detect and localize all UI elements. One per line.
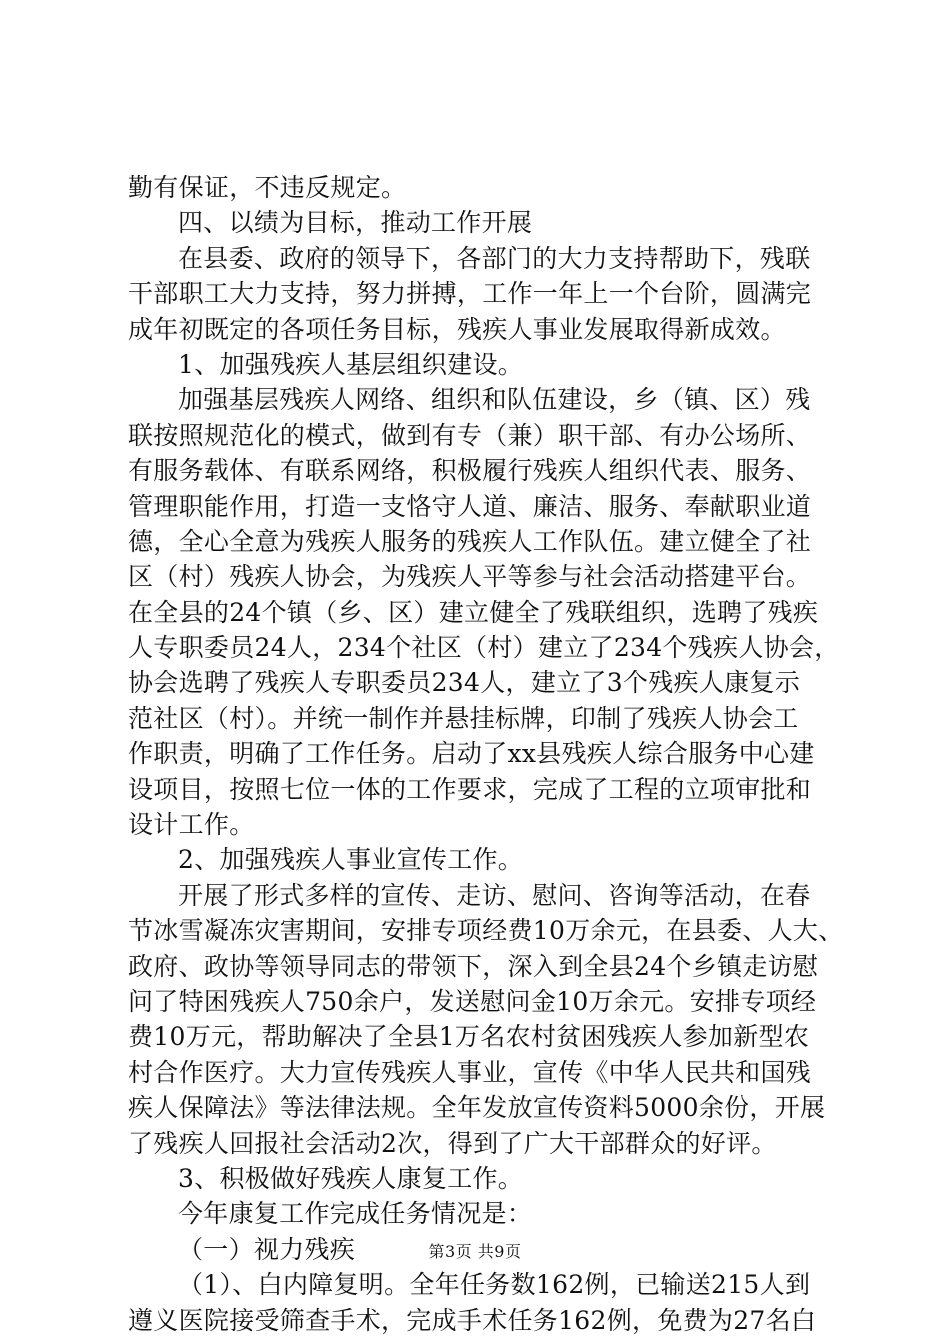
text-line: （1）、白内障复明。全年任务数162例，已输送215人到 — [178, 1270, 811, 1300]
text-line: 设项目，按照七位一体的工作要求，完成了工程的立项审批和 — [128, 774, 812, 804]
text-line: 设计工作。 — [128, 810, 255, 840]
text-line: 勤有保证，不违反规定。 — [128, 173, 407, 202]
text-line: 问了特困残疾人750余户，发送慰问金10万余元。安排专项经 — [128, 986, 817, 1016]
text-line: 干部职工大力支持，努力拼搏，工作一年上一个台阶，圆满完 — [128, 279, 812, 309]
text-line: 协会选聘了残疾人专职委员234人，建立了3个残疾人康复示 — [128, 668, 801, 698]
text-line: 联按照规范化的模式，做到有专（兼）职干部、有办公场所、 — [128, 420, 812, 450]
text-line: 疾人保障法》等法律法规。全年发放宣传资料5000余份，开展 — [128, 1093, 826, 1123]
page-footer: 第3页 共9页 — [428, 1242, 522, 1261]
text-line: 作职责，明确了工作任务。启动了xx县残疾人综合服务中心建 — [128, 739, 815, 769]
text-line: 在全县的24个镇（乡、区）建立健全了残联组织，选聘了残疾 — [128, 597, 819, 627]
text-line: 遵义医院接受筛查手术，完成手术任务162例，免费为27名白 — [128, 1305, 817, 1335]
text-line: 开展了形式多样的宣传、走访、慰问、咨询等活动，在春 — [178, 880, 811, 910]
text-line: 3、积极做好残疾人康复工作。 — [178, 1163, 524, 1193]
text-line: 1、加强残疾人基层组织建设。 — [178, 349, 524, 379]
text-line: 人专职委员24人，234个社区（村）建立了234个残疾人协会， — [128, 633, 840, 663]
text-line: 德，全心全意为残疾人服务的残疾人工作队伍。建立健全了社 — [128, 526, 812, 556]
text-line: 范社区（村）。并统一制作并悬挂标牌，印制了残疾人协会工 — [128, 703, 799, 733]
text-line: 在县委、政府的领导下，各部门的大力支持帮助下，残联 — [178, 243, 811, 273]
text-line: 2、加强残疾人事业宣传工作。 — [178, 845, 524, 875]
text-line: 区（村）残疾人协会，为残疾人平等参与社会活动搭建平台。 — [128, 562, 812, 592]
text-line: 今年康复工作完成任务情况是： — [178, 1199, 533, 1229]
document-body — [128, 170, 844, 1338]
text-line: 加强基层残疾人网络、组织和队伍建设，乡（镇、区）残 — [178, 385, 811, 415]
text-line: （一）视力残疾 — [178, 1234, 356, 1264]
text-line: 成年初既定的各项任务目标，残疾人事业发展取得新成效。 — [128, 314, 786, 344]
text-line: 政府、政协等领导同志的带领下，深入到全县24个乡镇走访慰 — [128, 951, 819, 981]
text-line: 费10万元，帮助解决了全县1万名农村贫困残疾人参加新型农 — [128, 1022, 810, 1052]
text-line: 有服务载体、有联系网络，积极履行残疾人组织代表、服务、 — [128, 456, 812, 486]
text-line: 节冰雪凝冻灾害期间，安排专项经费10万余元，在县委、人大、 — [128, 916, 844, 946]
text-line: 四、以绩为目标，推动工作开展 — [178, 208, 533, 238]
text-line: 村合作医疗。大力宣传残疾人事业，宣传《中华人民共和国残 — [128, 1057, 812, 1087]
text-line: 管理职能作用，打造一支恪守人道、廉洁、服务、奉献职业道 — [128, 491, 812, 521]
text-line: 了残疾人回报社会活动2次，得到了广大干部群众的好评。 — [128, 1128, 777, 1158]
